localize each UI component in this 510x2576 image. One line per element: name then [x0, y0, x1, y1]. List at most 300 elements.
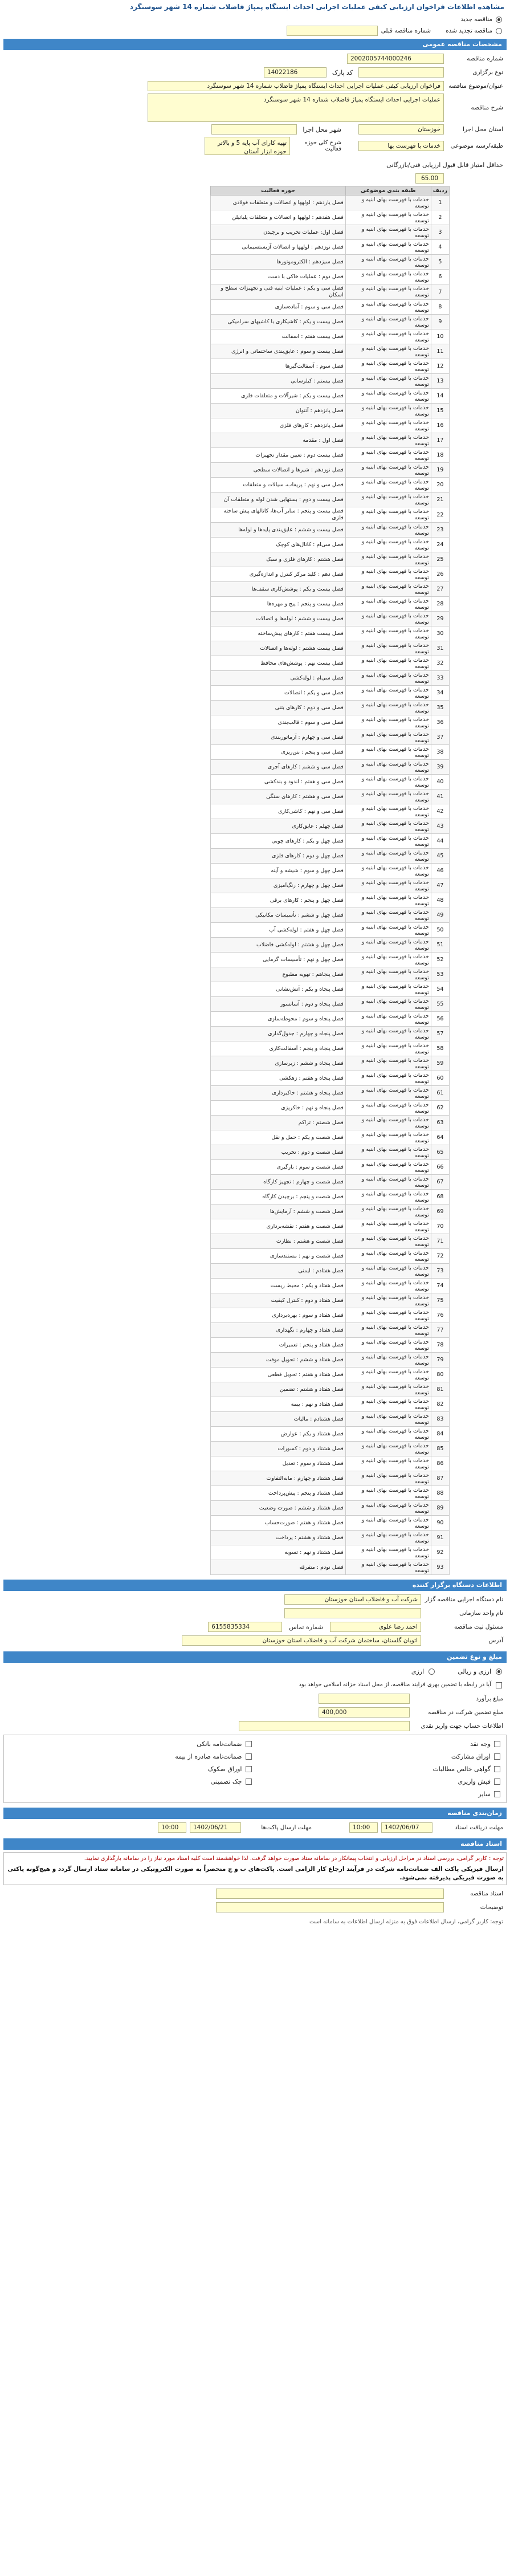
checkbox[interactable]: [494, 1741, 500, 1747]
row-activity: فصل هشتاد و چهارم : مابه‌التفاوت: [211, 1471, 346, 1486]
table-row: [211, 374, 450, 389]
row-number: 22: [431, 507, 449, 523]
row-number: 72: [431, 1249, 449, 1264]
row-number: 39: [431, 760, 449, 775]
checkbox[interactable]: [496, 1682, 502, 1688]
row-category: خدمات با فهرست بهای ابنیه و توسعه: [345, 1190, 431, 1204]
row-activity: فصل پانزدهم : آنتوان: [211, 404, 346, 418]
table-row: [211, 1116, 450, 1130]
page-title: مشاهده اطلاعات فراخوان ارزیابی کیفی عملیات اجرایی احداث ایستگاه پمپاژ فاضلاب شماره 14 شهر سوسنگرد: [129, 3, 504, 11]
row-number: 26: [431, 567, 449, 582]
row-category: خدمات با فهرست بهای ابنیه و توسعه: [345, 284, 431, 300]
guarantee-type-item[interactable]: [6, 1775, 255, 1788]
org-section-header: اطلاعات دستگاه برگزار کننده: [3, 1580, 507, 1591]
row-activity: فصل پنجاه و نهم : خاکریزی: [211, 1101, 346, 1116]
radio-icon[interactable]: [429, 1669, 435, 1675]
row-activity: فصل هفتاد و نهم : بیمه: [211, 1397, 346, 1412]
notes-bold: ارسال فیزیکی پاکت الف ضمانت‌نامه شرکت در فرآیند ارجاع کار الزامی است. پاکت‌های ب و ج منحصراً به صورت الکترونیکی در سامانه ستاد ارسال گردد و هیچ‌گونه پاکتی به صورت فیزیکی پذیرفته نمی‌شود.: [7, 1866, 504, 1881]
row-category: خدمات با فهرست بهای ابنیه و توسعه: [345, 1234, 431, 1249]
row-category: خدمات با فهرست بهای ابنیه و توسعه: [345, 552, 431, 567]
row-activity: فصل سی و دوم : کارهای بتنی: [211, 701, 346, 715]
row-category: خدمات با فهرست بهای ابنیه و توسعه: [345, 463, 431, 478]
checkbox[interactable]: [494, 1753, 500, 1760]
row-category: خدمات با فهرست بهای ابنیه و توسعه: [345, 1012, 431, 1027]
row-number: 81: [431, 1382, 449, 1397]
table-row: [211, 1456, 450, 1471]
row-activity: فصل شصت و چهارم : تجهیز کارگاه: [211, 1175, 346, 1190]
row-activity: فصل بیست و پنجم : سایر آب‌ها، کانالهای پیش ساخته فلزی: [211, 507, 346, 523]
row-number: 60: [431, 1071, 449, 1086]
row-number: 68: [431, 1190, 449, 1204]
guarantee-type-item[interactable]: [6, 1763, 255, 1775]
radio-new-tender[interactable]: [3, 14, 507, 25]
row-activity: فصل چهل و سوم : شیشه و آینه: [211, 864, 346, 878]
guarantee-type-item[interactable]: [255, 1737, 504, 1750]
row-activity: فصل بیست و یکم : کاشیکاری با کاشیهای سرامیکی: [211, 315, 346, 329]
col-header-no: ردیف: [431, 186, 449, 196]
amount-label: مبلغ تضمین شرکت در مناقصه: [428, 1709, 503, 1716]
table-row: [211, 1219, 450, 1234]
row-activity: فصل پنجاه و دوم : آسانسور: [211, 997, 346, 1012]
row-category: خدمات با فهرست بهای ابنیه و توسعه: [345, 433, 431, 448]
row-number: 86: [431, 1456, 449, 1471]
row-number: 8: [431, 300, 449, 315]
table-row: [211, 849, 450, 864]
checkbox[interactable]: [494, 1766, 500, 1772]
table-row: [211, 1071, 450, 1086]
row-activity: فصل پنجاه و یکم : آتش‌نشانی: [211, 982, 346, 997]
row-category: خدمات با فهرست بهای ابنیه و توسعه: [345, 967, 431, 982]
table-row: [211, 1353, 450, 1368]
row-activity: فصل پنجاه و هشتم : خاکبرداری: [211, 1086, 346, 1101]
row-category: خدمات با فهرست بهای ابنیه و توسعه: [345, 359, 431, 374]
guarantee-type-item[interactable]: [255, 1750, 504, 1763]
row-category: خدمات با فهرست بهای ابنیه و توسعه: [345, 626, 431, 641]
table-row: [211, 745, 450, 760]
row-number: 1: [431, 196, 449, 210]
row-category: خدمات با فهرست بهای ابنیه و توسعه: [345, 1382, 431, 1397]
row-activity: فصل بیست و سوم : عایق‌بندی ساختمانی و انرژی: [211, 344, 346, 359]
checkbox[interactable]: [246, 1779, 252, 1785]
row-number: 51: [431, 938, 449, 953]
deadline-time-field: 10:00: [158, 1822, 186, 1833]
row-category: خدمات با فهرست بهای ابنیه و توسعه: [345, 849, 431, 864]
row-activity: فصل چهل و هفتم : لوله‌کشی آب: [211, 923, 346, 938]
guarantee-section-header: مبلغ و نوع تضمین: [3, 1651, 507, 1663]
row-category: خدمات با فهرست بهای ابنیه و توسعه: [345, 656, 431, 671]
row-activity: فصل بیست هفتم : کارهای پیش‌ساخته: [211, 626, 346, 641]
table-row: [211, 523, 450, 538]
guarantee-opt1: ارزی و ریالی: [458, 1667, 491, 1675]
row-number: 74: [431, 1279, 449, 1293]
table-row: [211, 1204, 450, 1219]
row-category: خدمات با فهرست بهای ابنیه و توسعه: [345, 1041, 431, 1056]
row-activity: فصل بیست و دوم : بستهایی شدن لوله و متعلقات آن: [211, 493, 346, 507]
row-category: خدمات با فهرست بهای ابنیه و توسعه: [345, 730, 431, 745]
table-row: [211, 923, 450, 938]
table-row: [211, 1293, 450, 1308]
row-category: خدمات با فهرست بهای ابنیه و توسعه: [345, 210, 431, 225]
table-row: [211, 715, 450, 730]
row-category: خدمات با فهرست بهای ابنیه و توسعه: [345, 1027, 431, 1041]
table-row: [211, 1264, 450, 1279]
table-row: [211, 493, 450, 507]
table-row: [211, 300, 450, 315]
table-row: [211, 1323, 450, 1338]
row-number: 20: [431, 478, 449, 493]
guarantee-type-label: اوراق مشارکت: [451, 1752, 491, 1760]
row-activity: فصل هفتاد و دوم : کنترل کیفیت: [211, 1293, 346, 1308]
radio-renewed-tender[interactable]: [3, 25, 507, 36]
row-activity: فصل سی و هشتم : کارهای سنگی: [211, 790, 346, 804]
row-number: 37: [431, 730, 449, 745]
row-category: خدمات با فهرست بهای ابنیه و توسعه: [345, 1323, 431, 1338]
row-number: 75: [431, 1293, 449, 1308]
row-number: 4: [431, 240, 449, 255]
row-number: 33: [431, 671, 449, 686]
row-category: خدمات با فهرست بهای ابنیه و توسعه: [345, 493, 431, 507]
row-category: خدمات با فهرست بهای ابنیه و توسعه: [345, 567, 431, 582]
table-row: [211, 1160, 450, 1175]
publish-label: مهلت دریافت اسناد: [455, 1824, 503, 1831]
code-field: 14022186: [264, 67, 327, 78]
table-row: [211, 864, 450, 878]
row-number: 90: [431, 1516, 449, 1531]
province-label: استان محل اجرا: [463, 126, 503, 133]
row-number: 54: [431, 982, 449, 997]
row-number: 83: [431, 1412, 449, 1427]
province-field: خوزستان: [358, 124, 444, 135]
row-number: 52: [431, 953, 449, 967]
guarantee-type-item[interactable]: [6, 1737, 255, 1750]
row-number: 91: [431, 1531, 449, 1545]
guarantee-type-item[interactable]: [255, 1788, 504, 1800]
row-number: 44: [431, 834, 449, 849]
row-activity: فصل نودم : متفرقه: [211, 1560, 346, 1575]
min-score-field: 65.00: [415, 173, 444, 184]
table-row: [211, 1442, 450, 1456]
checkbox[interactable]: [494, 1779, 500, 1785]
general-section-header: مشخصات مناقصه عمومی: [3, 39, 507, 50]
row-category: خدمات با فهرست بهای ابنیه و توسعه: [345, 775, 431, 790]
row-number: 28: [431, 597, 449, 612]
checkbox[interactable]: [246, 1741, 252, 1747]
row-activity: فصل شصت و سوم : بارگیری: [211, 1160, 346, 1175]
radio-icon[interactable]: [496, 28, 502, 34]
row-number: 36: [431, 715, 449, 730]
guarantee-opt2: ارزی: [411, 1667, 425, 1675]
row-number: 61: [431, 1086, 449, 1101]
row-number: 57: [431, 1027, 449, 1041]
table-row: [211, 908, 450, 923]
row-activity: فصل چهل و یکم : کارهای چوبی: [211, 834, 346, 849]
org-unit-label: نام واحد سازمانی: [459, 1610, 503, 1617]
row-category: خدمات با فهرست بهای ابنیه و توسعه: [345, 507, 431, 523]
table-row: [211, 1012, 450, 1027]
table-row: [211, 284, 450, 300]
table-row: [211, 641, 450, 656]
estimate-label: مبلغ برآورد: [476, 1695, 503, 1702]
guarantee-type-item[interactable]: [255, 1775, 504, 1788]
row-number: 71: [431, 1234, 449, 1249]
row-number: 16: [431, 418, 449, 433]
row-activity: فصل هشتاد و هشتم : پرداخت: [211, 1531, 346, 1545]
table-row: [211, 255, 450, 270]
row-category: خدمات با فهرست بهای ابنیه و توسعه: [345, 1056, 431, 1071]
row-activity: فصل شصت و هفتم : نقشه‌برداری: [211, 1219, 346, 1234]
type-label: نوع برگزاری: [472, 69, 503, 76]
row-activity: فصل سی و یکم : اتصالات: [211, 686, 346, 701]
activity-label: طبقه/رسته موضوعی: [450, 143, 503, 149]
row-number: 14: [431, 389, 449, 404]
row-number: 41: [431, 790, 449, 804]
previous-tender-label: شماره مناقصه قبلی: [381, 27, 431, 34]
row-category: خدمات با فهرست بهای ابنیه و توسعه: [345, 1145, 431, 1160]
row-category: خدمات با فهرست بهای ابنیه و توسعه: [345, 1516, 431, 1531]
guarantee-type-label: فیش واریزی: [458, 1777, 491, 1785]
row-category: خدمات با فهرست بهای ابنیه و توسعه: [345, 1130, 431, 1145]
address-label: آدرس: [488, 1637, 503, 1644]
row-number: 63: [431, 1116, 449, 1130]
row-activity: فصل هفتاد و هشتم : تضمین: [211, 1382, 346, 1397]
row-activity: فصل هشتاد و دوم : کسورات: [211, 1442, 346, 1456]
table-row: [211, 775, 450, 790]
radio-icon[interactable]: [496, 1669, 502, 1675]
radio-label: مناقصه جدید: [460, 16, 492, 23]
table-row: [211, 597, 450, 612]
row-activity: فصل سوم : آسفالت‌گیرها: [211, 359, 346, 374]
table-row: [211, 404, 450, 418]
row-number: 3: [431, 225, 449, 240]
table-row: [211, 1041, 450, 1056]
previous-tender-field[interactable]: [287, 26, 378, 36]
row-category: خدمات با فهرست بهای ابنیه و توسعه: [345, 893, 431, 908]
table-row: [211, 790, 450, 804]
row-number: 76: [431, 1308, 449, 1323]
row-number: 21: [431, 493, 449, 507]
row-activity: فصل چهل و هشتم : لوله‌کشی فاضلاب: [211, 938, 346, 953]
row-activity: فصل چهل و ششم : تأسیسات مکانیکی: [211, 908, 346, 923]
table-row: [211, 359, 450, 374]
row-number: 47: [431, 878, 449, 893]
table-row: [211, 1368, 450, 1382]
row-activity: فصل هفتاد و ششم : تحویل موقت: [211, 1353, 346, 1368]
row-activity: فصل شصت و پنجم : برچیدن کارگاه: [211, 1190, 346, 1204]
table-row: [211, 671, 450, 686]
row-category: خدمات با فهرست بهای ابنیه و توسعه: [345, 923, 431, 938]
guarantee-type-item[interactable]: [6, 1750, 255, 1763]
table-row: [211, 1175, 450, 1190]
row-activity: فصل هشتاد و هفتم : صورت‌حساب: [211, 1516, 346, 1531]
city-label: شهر محل اجرا: [303, 125, 341, 133]
row-category: خدمات با فهرست بهای ابنیه و توسعه: [345, 1368, 431, 1382]
row-category: خدمات با فهرست بهای ابنیه و توسعه: [345, 715, 431, 730]
deadline-date-field: 1402/06/21: [190, 1822, 241, 1833]
table-row: [211, 582, 450, 597]
table-row: [211, 1516, 450, 1531]
table-row: [211, 1101, 450, 1116]
checkbox[interactable]: [246, 1753, 252, 1760]
row-activity: فصل دهم : کلید مرکز کنترل و اندازه‌گیری: [211, 567, 346, 582]
table-row: [211, 389, 450, 404]
row-number: 23: [431, 523, 449, 538]
row-activity: فصل چهلم : عایق‌کاری: [211, 819, 346, 834]
row-category: خدمات با فهرست بهای ابنیه و توسعه: [345, 1071, 431, 1086]
table-row: [211, 1338, 450, 1353]
desc-field: عملیات اجرایی احداث ایستگاه پمپاژ فاضلاب شماره 14 شهر سوسنگرد: [148, 93, 444, 122]
row-number: 69: [431, 1204, 449, 1219]
table-row: [211, 418, 450, 433]
table-row: [211, 1486, 450, 1501]
row-category: خدمات با فهرست بهای ابنیه و توسعه: [345, 1101, 431, 1116]
row-category: خدمات با فهرست بهای ابنیه و توسعه: [345, 982, 431, 997]
row-activity: فصل هفدهم : لولهها و اتصالات و متعلقات پلیاتیلن: [211, 210, 346, 225]
row-category: خدمات با فهرست بهای ابنیه و توسعه: [345, 686, 431, 701]
guarantee-type-label: گواهی خالص مطالبات: [433, 1765, 491, 1773]
table-row: [211, 656, 450, 671]
table-row: [211, 967, 450, 982]
table-row: [211, 1234, 450, 1249]
row-number: 62: [431, 1101, 449, 1116]
row-number: 82: [431, 1397, 449, 1412]
row-activity: فصل شصت و دوم : تخریب: [211, 1145, 346, 1160]
deadline-label: مهلت ارسال پاکت‌ها: [261, 1824, 312, 1831]
row-category: خدمات با فهرست بهای ابنیه و توسعه: [345, 908, 431, 923]
guarantee-type-label: ضمانت‌نامه صادره از بیمه: [175, 1752, 242, 1760]
row-activity: فصل هفتاد و پنجم : تعمیرات: [211, 1338, 346, 1353]
subject-field: فراخوان ارزیابی کیفی عملیات اجرایی احداث ایستگاه پمپاژ فاضلاب شماره 14 شهر سوسنگرد: [148, 81, 444, 91]
estimate-field: [319, 1694, 410, 1704]
table-row: [211, 210, 450, 225]
row-activity: فصل بیست هشتم : لوله‌ها و اتصالات: [211, 641, 346, 656]
row-number: 38: [431, 745, 449, 760]
org-name-field: شرکت آب و فاضلاب استان خوزستان: [284, 1594, 421, 1605]
table-row: [211, 804, 450, 819]
row-category: خدمات با فهرست بهای ابنیه و توسعه: [345, 1471, 431, 1486]
row-category: خدمات با فهرست بهای ابنیه و توسعه: [345, 671, 431, 686]
row-category: خدمات با فهرست بهای ابنیه و توسعه: [345, 1086, 431, 1101]
table-row: [211, 953, 450, 967]
row-number: 45: [431, 849, 449, 864]
row-activity: فصل شصت و یکم : حمل و نقل: [211, 1130, 346, 1145]
row-activity: فصل سی و سوم : قالب‌بندی: [211, 715, 346, 730]
row-activity: فصل سی و هفتم : اندود و بندکشی: [211, 775, 346, 790]
row-activity: فصل هفتاد و چهارم : نگهداری: [211, 1323, 346, 1338]
subject-label: عنوان/موضوع مناقصه: [448, 83, 503, 89]
row-category: خدمات با فهرست بهای ابنیه و توسعه: [345, 1412, 431, 1427]
row-category: خدمات با فهرست بهای ابنیه و توسعه: [345, 1397, 431, 1412]
row-activity: فصل شصت و هشتم : نظارت: [211, 1234, 346, 1249]
row-number: 87: [431, 1471, 449, 1486]
contact-field: احمد رضا علوی: [330, 1622, 421, 1632]
table-row: [211, 463, 450, 478]
phone-label: شماره تماس: [289, 1623, 323, 1631]
address-field: اتوبان گلستان، ساختمان شرکت آب و فاضلاب استان خوزستان: [182, 1635, 421, 1646]
table-row: [211, 819, 450, 834]
guarantee-type-label: وجه نقد: [470, 1740, 491, 1748]
row-number: 66: [431, 1160, 449, 1175]
table-row: [211, 1086, 450, 1101]
row-category: خدمات با فهرست بهای ابنیه و توسعه: [345, 1293, 431, 1308]
row-number: 13: [431, 374, 449, 389]
notes-text: توجه : کاربر گرامی، بررسی اسناد در مراحل ارزیابی و انتخاب پیمانکار در سامانه ستاد صورت خواهد گرفت. لذا خواهشمند است کلیه اسناد مورد نیاز را در سامانه بارگذاری نمایید.: [84, 1855, 504, 1862]
table-row: [211, 878, 450, 893]
table-row: [211, 240, 450, 255]
type-field: [358, 67, 444, 78]
row-category: خدمات با فهرست بهای ابنیه و توسعه: [345, 1545, 431, 1560]
account-field: [239, 1721, 410, 1731]
row-category: خدمات با فهرست بهای ابنیه و توسعه: [345, 225, 431, 240]
row-number: 65: [431, 1145, 449, 1160]
table-row: [211, 982, 450, 997]
row-number: 34: [431, 686, 449, 701]
row-category: خدمات با فهرست بهای ابنیه و توسعه: [345, 538, 431, 552]
row-category: خدمات با فهرست بهای ابنیه و توسعه: [345, 1353, 431, 1368]
row-number: 42: [431, 804, 449, 819]
row-category: خدمات با فهرست بهای ابنیه و توسعه: [345, 329, 431, 344]
row-number: 32: [431, 656, 449, 671]
row-category: خدمات با فهرست بهای ابنیه و توسعه: [345, 612, 431, 626]
row-activity: فصل سی و پنجم : بتن‌ریزی: [211, 745, 346, 760]
row-number: 49: [431, 908, 449, 923]
row-activity: فصل پنجاه و ششم : زیرسازی: [211, 1056, 346, 1071]
row-activity: فصل پنجاه و هفتم : زهکشی: [211, 1071, 346, 1086]
checkbox[interactable]: [246, 1766, 252, 1772]
row-category: خدمات با فهرست بهای ابنیه و توسعه: [345, 1338, 431, 1353]
guarantee-types: [3, 1735, 507, 1803]
guarantee-type-item[interactable]: [255, 1763, 504, 1775]
row-activity: فصل بیست و یکم : شیرآلات و متعلقات فلزی: [211, 389, 346, 404]
row-activity: فصل بیست و ششم : عایق‌بندی پایه‌ها و لوله‌ها: [211, 523, 346, 538]
row-category: خدمات با فهرست بهای ابنیه و توسعه: [345, 1204, 431, 1219]
row-activity: فصل بیست دوم : تعیین مقدار تجهیزات: [211, 448, 346, 463]
row-activity: فصل سی و چهارم : آرماتوربندی: [211, 730, 346, 745]
row-number: 70: [431, 1219, 449, 1234]
table-row: [211, 1145, 450, 1160]
row-category: خدمات با فهرست بهای ابنیه و توسعه: [345, 582, 431, 597]
row-number: 48: [431, 893, 449, 908]
row-category: خدمات با فهرست بهای ابنیه و توسعه: [345, 953, 431, 967]
table-row: [211, 1056, 450, 1071]
table-row: [211, 1531, 450, 1545]
col-header-category: طبقه بندی موضوعی: [345, 186, 431, 196]
checkbox[interactable]: [494, 1791, 500, 1797]
guarantee-type-label: چک تضمینی: [210, 1777, 242, 1785]
table-row: [211, 686, 450, 701]
row-activity: فصل چهل و پنجم : کارهای برقی: [211, 893, 346, 908]
row-activity: فصل هشتم : کارهای فلزی و سبک: [211, 552, 346, 567]
row-category: خدمات با فهرست بهای ابنیه و توسعه: [345, 938, 431, 953]
row-number: 79: [431, 1353, 449, 1368]
doc-label: اسناد مناقصه: [470, 1890, 503, 1897]
row-activity: فصل شصت و ششم : آزمایش‌ها: [211, 1204, 346, 1219]
row-category: خدمات با فهرست بهای ابنیه و توسعه: [345, 1486, 431, 1501]
row-category: خدمات با فهرست بهای ابنیه و توسعه: [345, 344, 431, 359]
table-row: [211, 1412, 450, 1427]
row-number: 43: [431, 819, 449, 834]
publish-date-field: 1402/06/07: [381, 1822, 433, 1833]
row-number: 31: [431, 641, 449, 656]
row-activity: فصل هشتاد و یکم : عوارض: [211, 1427, 346, 1442]
row-category: خدمات با فهرست بهای ابنیه و توسعه: [345, 1442, 431, 1456]
row-category: خدمات با فهرست بهای ابنیه و توسعه: [345, 374, 431, 389]
row-activity: فصل هشتاد و ششم : صورت وضعیت: [211, 1501, 346, 1516]
table-row: [211, 315, 450, 329]
row-activity: فصل چهل و نهم : تأسیسات گرمایی: [211, 953, 346, 967]
publish-time-field: 10:00: [349, 1822, 378, 1833]
row-category: خدمات با فهرست بهای ابنیه و توسعه: [345, 878, 431, 893]
radio-icon[interactable]: [496, 17, 502, 23]
